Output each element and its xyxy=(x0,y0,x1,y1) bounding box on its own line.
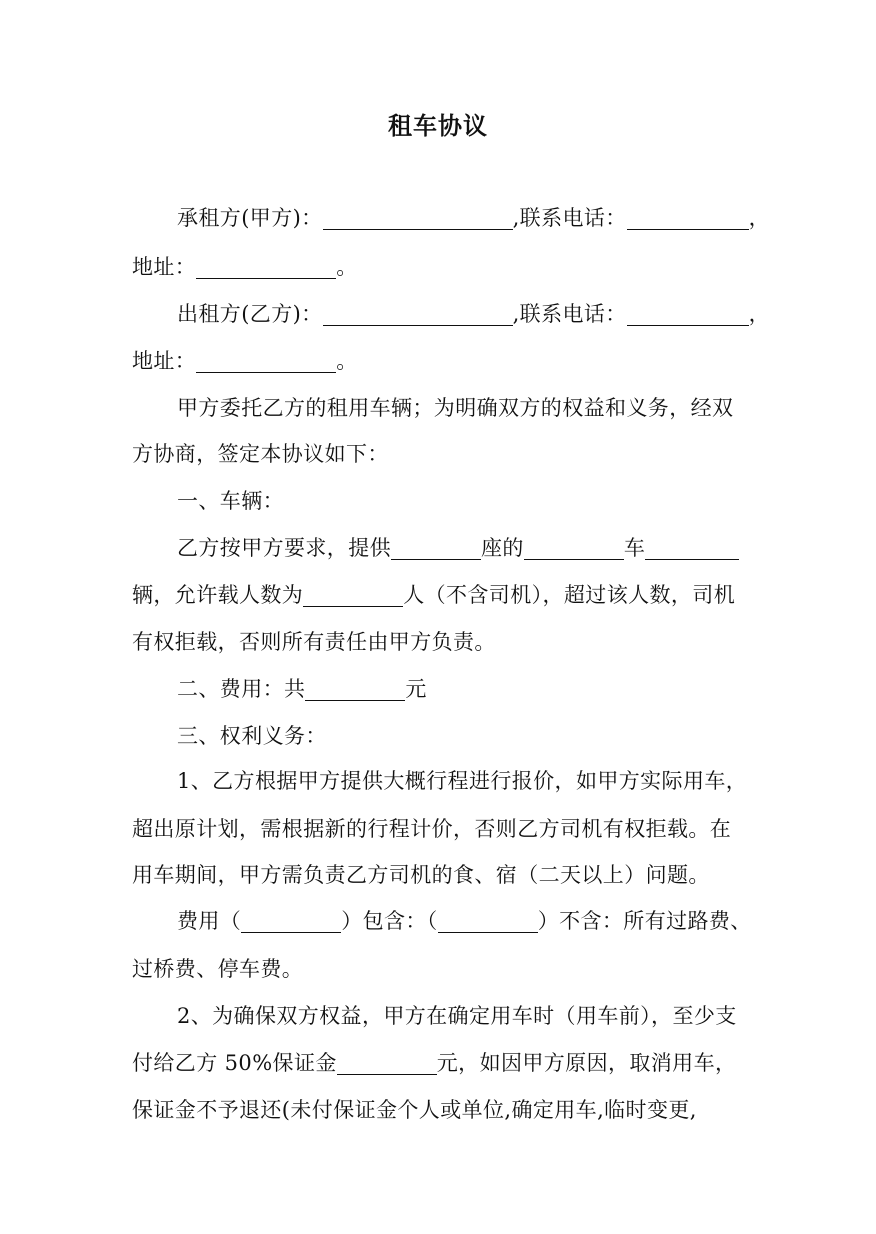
section-1-heading: 一、车辆： xyxy=(177,489,284,513)
deposit-amount-blank[interactable] xyxy=(337,1052,437,1075)
phone-label: ,联系电话： xyxy=(512,302,627,326)
lessee-phone-blank[interactable] xyxy=(627,207,749,230)
punctuation: 。 xyxy=(336,349,358,373)
punctuation: ， xyxy=(748,302,771,326)
lessor-phone-blank[interactable] xyxy=(627,303,749,326)
passenger-text: 辆，允许载人数为 xyxy=(132,583,304,607)
fee-include-line xyxy=(177,906,764,936)
clause-1-text: 1、乙方根据甲方提供大概行程进行报价，如甲方实际用车， xyxy=(177,769,748,793)
intro-text: 甲方委托乙方的租用车辆；为明确双方的权益和义务，经双 xyxy=(177,396,734,420)
punctuation: 。 xyxy=(336,255,358,279)
clause-1-text-cont: 超出原计划，需根据新的行程计价，否则乙方司机有权拒载。在 xyxy=(132,817,732,841)
vehicle-text: 车 xyxy=(623,536,646,560)
lessor-label: 出租方(乙方)： xyxy=(177,302,323,326)
currency-unit: 元 xyxy=(405,677,427,701)
lessee-address-line xyxy=(132,252,764,282)
lessee-line xyxy=(177,203,771,233)
fee-exclude-blank[interactable] xyxy=(438,910,538,933)
passenger-line-cont: 有权拒载，否则所有责任由甲方负责。 xyxy=(132,630,496,654)
lessee-address-blank[interactable] xyxy=(196,256,336,279)
phone-label: ,联系电话： xyxy=(512,206,627,230)
fee-include-text: ）包含：（ xyxy=(341,909,438,933)
fee-amount-blank[interactable] xyxy=(305,678,405,701)
fee-include-line-cont: 过桥费、停车费。 xyxy=(132,957,304,981)
vehicle-line xyxy=(177,533,764,563)
lessor-name-blank[interactable] xyxy=(323,303,513,326)
fee-include-blank[interactable] xyxy=(241,910,341,933)
vehicle-text: 乙方按甲方要求，提供 xyxy=(177,536,391,560)
vehicle-text: 座的 xyxy=(481,536,524,560)
clause-1-text-cont: 用车期间，甲方需负责乙方司机的食、宿（二天以上）问题。 xyxy=(132,863,710,887)
lessee-label: 承租方(甲方)： xyxy=(177,206,323,230)
intro-text-cont: 方协商，签定本协议如下： xyxy=(132,442,389,466)
fee-include-text: ）不含：所有过路费、 xyxy=(537,909,752,933)
seats-blank[interactable] xyxy=(391,537,481,560)
passenger-count-blank[interactable] xyxy=(303,584,403,607)
passenger-text: 人（不含司机），超过该人数，司机 xyxy=(403,583,736,607)
vehicle-count-blank[interactable] xyxy=(645,537,739,560)
deposit-line-cont: 保证金不予退还(未付保证金个人或单位,确定用车,临时变更, xyxy=(132,1098,697,1122)
address-label: 地址： xyxy=(132,349,197,373)
vehicle-type-blank[interactable] xyxy=(524,537,624,560)
lessor-address-line xyxy=(132,346,764,376)
lessor-address-blank[interactable] xyxy=(196,350,336,373)
fee-line xyxy=(177,674,764,704)
document-title: 租车协议 xyxy=(388,111,488,140)
fee-label: 二、费用：共 xyxy=(177,677,306,701)
section-3-heading: 三、权利义务： xyxy=(177,724,327,748)
clause-2-text: 2、为确保双方权益，甲方在确定用车时（用车前），至少支 xyxy=(177,1004,737,1028)
address-label: 地址： xyxy=(132,255,197,279)
passenger-line xyxy=(132,580,764,610)
lessee-name-blank[interactable] xyxy=(323,207,513,230)
deposit-line xyxy=(132,1048,764,1078)
lessor-line xyxy=(177,299,771,329)
deposit-text: 元，如因甲方原因，取消用车， xyxy=(436,1051,737,1075)
punctuation: ， xyxy=(748,206,771,230)
deposit-text: 付给乙方 50%保证金 xyxy=(132,1051,337,1075)
fee-include-text: 费用（ xyxy=(177,909,242,933)
